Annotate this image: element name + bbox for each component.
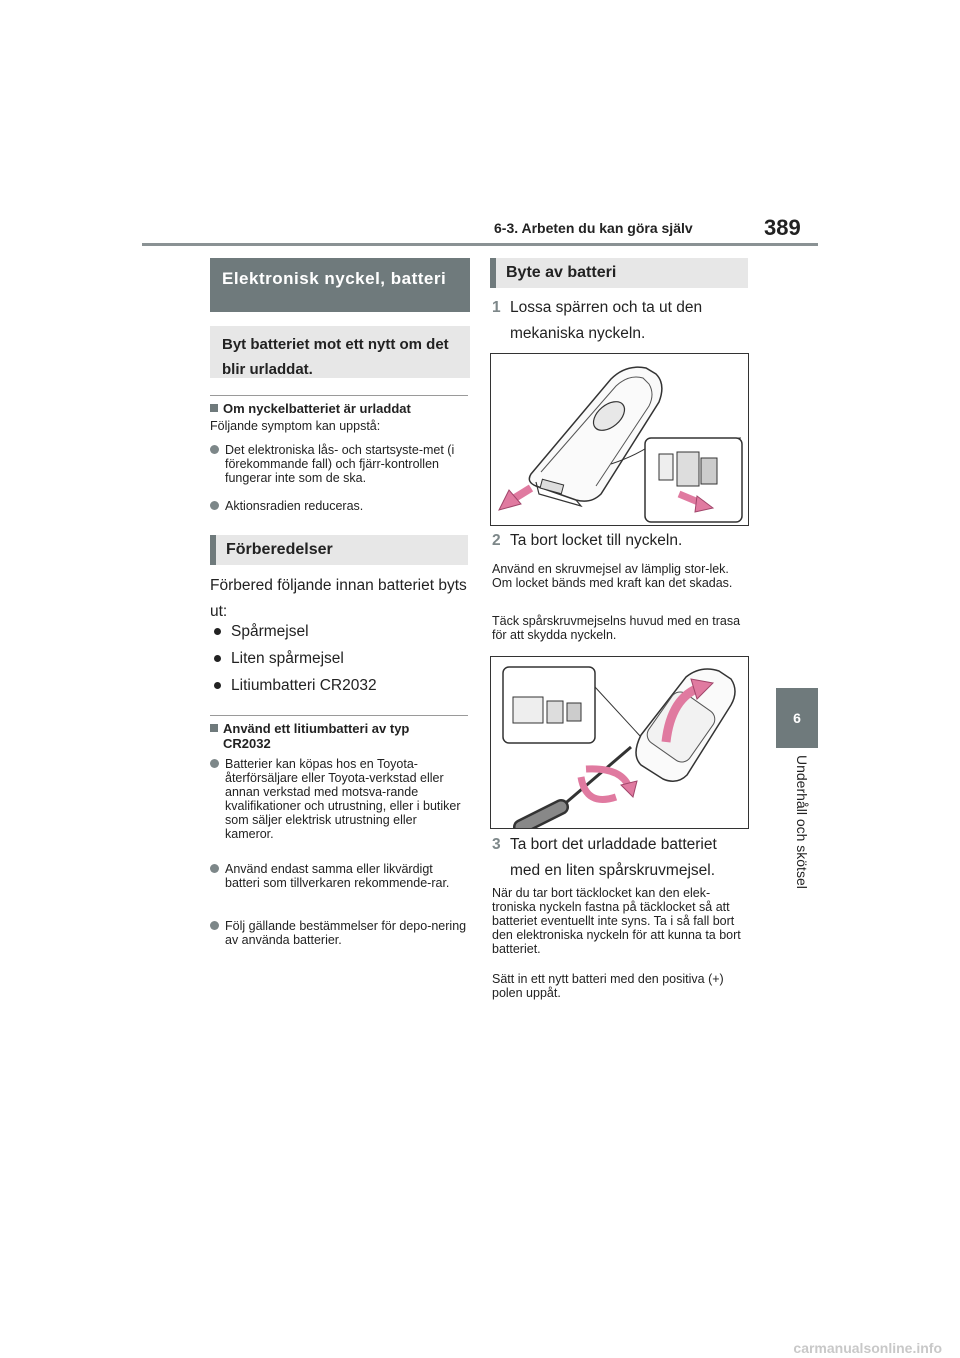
prep-lead: Förbered följande innan batteriet byts ut: [210, 577, 467, 620]
bullet-icon [214, 628, 221, 635]
chapter-tab: 6 [776, 688, 818, 748]
square-marker [210, 724, 218, 732]
step-text: Lossa spärren och ta ut den mekaniska nyckeln. [510, 299, 703, 342]
step-2-note: Täck spårskruvmejselns huvud med en trasa för att skydda nyckeln. [492, 614, 741, 642]
bullet-text: Det elektroniska lås- och startsyste-met (i förekommande fall) och fjärr-kontrollen fungerar inte som de ska. [225, 443, 455, 485]
bullet-icon [210, 445, 219, 454]
battery-type-heading-text: Använd ett litiumbatteri av typ CR2032 [223, 721, 410, 751]
step-number: 1 [492, 299, 501, 316]
divider [210, 395, 468, 396]
discharged-heading-text: Om nyckelbatteriet är urladdat [223, 401, 411, 416]
figure-remove-key [490, 353, 749, 526]
header-rule [142, 243, 818, 246]
step-3 [492, 832, 748, 884]
bullet-icon [214, 682, 221, 689]
battery-type-heading [210, 721, 460, 751]
prep-item [210, 649, 344, 669]
chapter-label: Underhåll och skötsel [794, 755, 810, 889]
step-3-note: Sätt in ett nytt batteri med den positiva (+) polen uppåt. [492, 972, 724, 1000]
prep-item [210, 676, 377, 696]
step-text: Ta bort det urladdade batteriet med en liten spårskruvmejsel. [510, 836, 717, 879]
bullet-icon [210, 921, 219, 930]
bullet-text: Aktionsradien reduceras. [225, 499, 364, 513]
square-marker [210, 404, 218, 412]
battery-bullet [210, 757, 468, 841]
bullet-icon [210, 501, 219, 510]
prep-item-text: Litiumbatteri CR2032 [231, 677, 377, 694]
step-1 [492, 295, 748, 347]
intro-box: Byt batteriet mot ett nytt om det blir urladdat. [210, 326, 470, 378]
prep-item [210, 622, 309, 642]
step-2 [492, 528, 748, 554]
prep-item-text: Liten spårmejsel [231, 650, 344, 667]
section-title: 6-3. Arbeten du kan göra själv [494, 220, 693, 236]
bullet-text: Batterier kan köpas hos en Toyota-återförsäljare eller Toyota-verkstad eller annan verkstad med motsva-rande kvalifikationer och utrustning, eller i butiker som säljer elektrisk utrustning eller kameror. [225, 757, 461, 841]
discharged-bullet [210, 443, 468, 485]
main-title: Elektronisk nyckel, batteri [210, 258, 470, 312]
divider [210, 715, 468, 716]
bullet-text: Använd endast samma eller likvärdigt batteri som tillverkaren rekommende-rar. [225, 862, 450, 890]
key-fob-illustration [491, 354, 748, 525]
battery-bullet [210, 862, 468, 890]
step-number: 3 [492, 836, 501, 853]
battery-bullet [210, 919, 468, 947]
discharged-lead: Följande symptom kan uppstå: [210, 419, 381, 433]
step-text: Ta bort locket till nyckeln. [510, 532, 683, 549]
page-number: 389 [764, 215, 801, 240]
prep-item-text: Spårmejsel [231, 623, 309, 640]
discharged-bullet [210, 499, 468, 513]
figure-remove-cover [490, 656, 749, 829]
battery-change-title: Byte av batteri [490, 258, 748, 288]
screwdriver-illustration [491, 657, 748, 828]
discharged-heading [210, 401, 468, 416]
bullet-text: Följ gällande bestämmelser för depo-nering av använda batterier. [225, 919, 467, 947]
bullet-icon [210, 759, 219, 768]
step-number: 2 [492, 532, 501, 549]
watermark: carmanualsonline.info [793, 1340, 942, 1356]
step-3-note: När du tar bort täcklocket kan den elek-troniska nyckeln fastna på täcklocket så att batteriet eventuellt inte syns. Ta i så fall bort den elektroniska nyckeln för att kunna ta bort batteriet. [492, 886, 741, 956]
bullet-icon [210, 864, 219, 873]
bullet-icon [214, 655, 221, 662]
prep-title: Förberedelser [210, 535, 468, 565]
step-2-note: Använd en skruvmejsel av lämplig stor-lek. Om locket bänds med kraft kan det skadas. [492, 562, 733, 590]
